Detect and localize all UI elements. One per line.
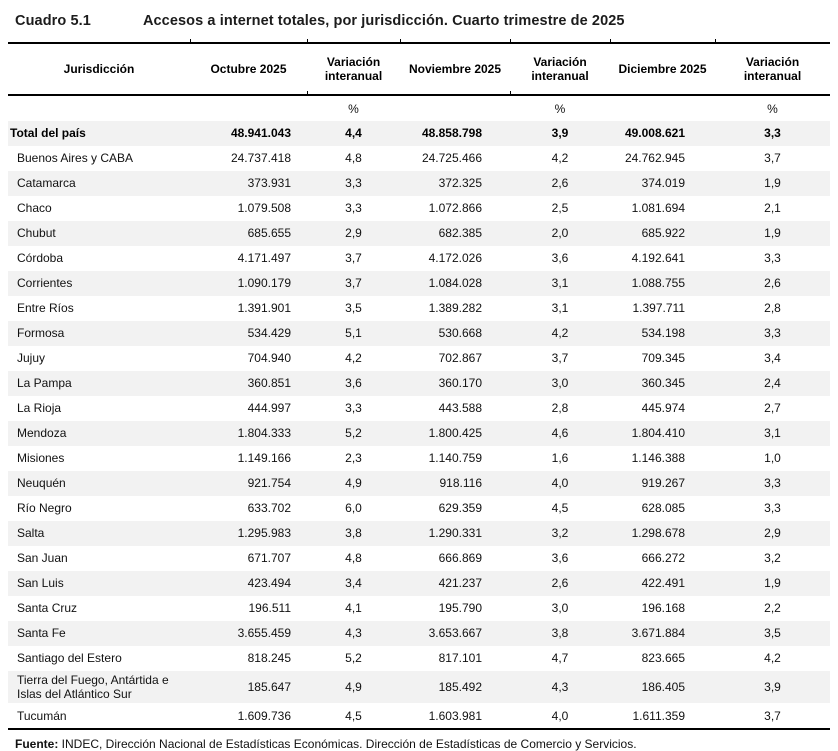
november-variation-cell: 3,1 [551, 276, 569, 291]
table-row [8, 196, 830, 221]
november-value-cell: 4.172.026 [428, 251, 482, 266]
jurisdiction-cell: Chaco [17, 201, 52, 216]
october-variation-cell: 3,3 [345, 176, 362, 191]
october-value-cell: 1.079.508 [237, 201, 291, 216]
december-value-cell: 49.008.621 [624, 126, 685, 141]
table-row [8, 471, 830, 496]
november-variation-cell: 3,1 [551, 301, 569, 316]
table-row [8, 321, 830, 346]
october-variation-cell: 4,4 [345, 126, 362, 141]
december-value-cell: 4.192.641 [631, 251, 685, 266]
november-variation-cell: 3,9 [551, 126, 569, 141]
october-variation-cell: 3,7 [345, 251, 362, 266]
december-variation-cell: 1,9 [764, 576, 781, 591]
rule-tick [190, 39, 191, 44]
december-variation-cell: 2,6 [764, 276, 781, 291]
november-variation-cell: 4,0 [551, 708, 569, 723]
table-row [8, 521, 830, 546]
november-variation-cell: 3,7 [551, 351, 569, 366]
unit-cell-empty [8, 95, 190, 121]
rule-tick [610, 39, 611, 44]
jurisdiction-cell: San Luis [17, 576, 64, 591]
column-header-diciembre: Diciembre 2025 [618, 61, 707, 76]
table-title-bar [0, 0, 838, 29]
december-value-cell: 196.168 [641, 601, 685, 616]
november-value-cell: 24.725.466 [421, 151, 482, 166]
december-value-cell: 3.671.884 [631, 626, 685, 641]
november-value-cell: 629.359 [438, 501, 482, 516]
november-variation-cell: 4,0 [551, 476, 569, 491]
jurisdiction-cell: Corrientes [17, 276, 73, 291]
jurisdiction-cell: Jujuy [17, 351, 46, 366]
table-row [8, 271, 830, 296]
december-value-cell: 709.345 [641, 351, 685, 366]
october-value-cell: 1.149.166 [237, 451, 291, 466]
table-row [8, 296, 830, 321]
october-variation-cell: 3,3 [345, 401, 362, 416]
column-header-variacion-1: Variación interanual [324, 54, 383, 83]
november-variation-cell: 4,7 [551, 651, 569, 666]
december-variation-cell: 2,7 [764, 401, 781, 416]
november-variation-cell: 4,2 [551, 326, 569, 341]
rule-tick [307, 91, 308, 96]
december-value-cell: 1.146.388 [631, 451, 685, 466]
jurisdiction-cell: Buenos Aires y CABA [17, 151, 134, 166]
table-title: Accesos a internet totales, por jurisdicción. Cuarto trimestre de 2025 [142, 13, 625, 29]
december-variation-cell: 3,4 [764, 351, 781, 366]
jurisdiction-cell: Mendoza [17, 426, 67, 441]
jurisdiction-cell: Entre Ríos [17, 301, 74, 316]
december-value-cell: 422.491 [641, 576, 685, 591]
november-variation-cell: 3,6 [551, 551, 569, 566]
october-value-cell: 685.655 [247, 226, 291, 241]
column-header-variacion-3: Variación interanual [743, 54, 802, 83]
october-value-cell: 3.655.459 [237, 626, 291, 641]
table-row [8, 221, 830, 246]
november-variation-cell: 2,8 [551, 401, 569, 416]
november-value-cell: 421.237 [438, 576, 482, 591]
december-value-cell: 360.345 [641, 376, 685, 391]
december-value-cell: 1.088.755 [631, 276, 685, 291]
column-header-variacion-2: Variación interanual [531, 54, 589, 83]
november-value-cell: 48.858.798 [421, 126, 482, 141]
table-row [8, 246, 830, 271]
november-value-cell: 1.800.425 [428, 426, 482, 441]
unit-row [8, 95, 830, 121]
november-value-cell: 1.084.028 [428, 276, 482, 291]
october-value-cell: 818.245 [247, 651, 291, 666]
december-variation-cell: 2,4 [764, 376, 781, 391]
october-variation-cell: 4,9 [345, 680, 362, 695]
rule-tick [400, 39, 401, 44]
table-row [8, 671, 830, 703]
jurisdiction-cell: Santa Fe [17, 626, 66, 641]
october-value-cell: 1.295.983 [237, 526, 291, 541]
october-value-cell: 1.609.736 [237, 708, 291, 723]
november-value-cell: 185.492 [438, 680, 482, 695]
october-value-cell: 423.494 [247, 576, 291, 591]
october-variation-cell: 5,2 [345, 426, 362, 441]
december-value-cell: 1.298.678 [631, 526, 685, 541]
rule-tick [715, 39, 716, 44]
october-value-cell: 1.090.179 [237, 276, 291, 291]
november-value-cell: 1.389.282 [428, 301, 482, 316]
december-variation-cell: 2,1 [764, 201, 781, 216]
jurisdiction-cell: Santiago del Estero [17, 651, 122, 666]
table-row [8, 596, 830, 621]
november-value-cell: 530.668 [438, 326, 482, 341]
december-variation-cell: 3,3 [764, 126, 781, 141]
november-variation-cell: 4,5 [551, 501, 569, 516]
table-row [8, 121, 830, 146]
november-variation-cell: 2,6 [551, 576, 569, 591]
october-value-cell: 185.647 [247, 680, 291, 695]
october-variation-cell: 3,8 [345, 526, 362, 541]
december-value-cell: 1.397.711 [632, 301, 685, 316]
rule-tick [510, 39, 511, 44]
jurisdiction-cell: Santa Cruz [17, 601, 78, 616]
december-variation-cell: 3,5 [764, 626, 781, 641]
october-variation-cell: 2,9 [345, 226, 362, 241]
october-variation-cell: 3,3 [345, 201, 362, 216]
october-value-cell: 921.754 [247, 476, 291, 491]
december-variation-cell: 3,3 [764, 476, 781, 491]
table-row [8, 571, 830, 596]
jurisdiction-cell: Tierra del Fuego, Antártida e Islas del Atlántico Sur [17, 673, 169, 702]
unit-cell-empty [190, 95, 307, 121]
source-text: INDEC, Dirección Nacional de Estadísticas Económicas. Dirección de Estadísticas de Comercio y Servicios. [58, 737, 637, 751]
december-variation-cell: 3,9 [764, 680, 781, 695]
november-variation-cell: 3,8 [551, 626, 569, 641]
december-variation-cell: 3,3 [764, 251, 781, 266]
december-value-cell: 534.198 [641, 326, 685, 341]
october-value-cell: 4.171.497 [237, 251, 291, 266]
table-body [8, 121, 830, 729]
october-value-cell: 196.511 [248, 601, 291, 616]
october-variation-cell: 4,2 [345, 351, 362, 366]
october-value-cell: 704.940 [247, 351, 291, 366]
december-value-cell: 823.665 [641, 651, 685, 666]
table-row [8, 446, 830, 471]
october-variation-cell: 4,5 [345, 708, 362, 723]
jurisdiction-cell: La Pampa [17, 376, 72, 391]
december-variation-cell: 3,7 [764, 151, 781, 166]
december-variation-cell: 1,0 [764, 451, 781, 466]
december-value-cell: 685.922 [641, 226, 685, 241]
jurisdiction-cell: Catamarca [17, 176, 76, 191]
november-variation-cell: 2,5 [551, 201, 569, 216]
table-number: Cuadro 5.1 [15, 13, 91, 29]
october-value-cell: 633.702 [247, 501, 291, 516]
december-value-cell: 1.081.694 [631, 201, 685, 216]
jurisdiction-cell: La Rioja [17, 401, 62, 416]
november-value-cell: 1.603.981 [428, 708, 482, 723]
november-variation-cell: 3,0 [551, 376, 569, 391]
october-variation-cell: 6,0 [345, 501, 362, 516]
table-row [8, 496, 830, 521]
november-value-cell: 1.140.759 [428, 451, 482, 466]
column-header-jurisdiccion: Jurisdicción [63, 61, 135, 76]
october-variation-cell: 3,5 [345, 301, 362, 316]
table-row [8, 371, 830, 396]
data-table [8, 42, 830, 730]
unit-percent-2: % [554, 101, 566, 116]
october-variation-cell: 3,7 [345, 276, 362, 291]
table-header [8, 43, 830, 121]
table-row [8, 703, 830, 729]
jurisdiction-cell: Formosa [17, 326, 65, 341]
unit-cell-empty [400, 95, 510, 121]
jurisdiction-cell: Salta [17, 526, 45, 541]
table-row [8, 396, 830, 421]
column-header-octubre: Octubre 2025 [210, 61, 287, 76]
november-variation-cell: 4,3 [551, 680, 569, 695]
table-row [8, 346, 830, 371]
december-value-cell: 919.267 [641, 476, 685, 491]
column-header-noviembre: Noviembre 2025 [408, 61, 502, 76]
table-row [8, 546, 830, 571]
jurisdiction-cell: Neuquén [17, 476, 66, 491]
jurisdiction-cell: Chubut [17, 226, 56, 241]
jurisdiction-cell: Río Negro [17, 501, 72, 516]
unit-cell-empty [610, 95, 715, 121]
november-value-cell: 1.072.866 [428, 201, 482, 216]
december-variation-cell: 2,8 [764, 301, 781, 316]
rule-tick [510, 91, 511, 96]
october-value-cell: 373.931 [247, 176, 291, 191]
december-value-cell: 1.804.410 [631, 426, 685, 441]
october-value-cell: 360.851 [247, 376, 291, 391]
november-value-cell: 195.790 [438, 601, 482, 616]
november-variation-cell: 3,2 [551, 526, 569, 541]
november-variation-cell: 2,0 [551, 226, 569, 241]
october-variation-cell: 4,9 [345, 476, 362, 491]
october-variation-cell: 5,2 [345, 651, 362, 666]
december-variation-cell: 1,9 [764, 176, 781, 191]
unit-percent-3: % [767, 101, 778, 116]
october-variation-cell: 4,1 [345, 601, 362, 616]
source-label: Fuente: [15, 737, 59, 751]
november-value-cell: 372.325 [438, 176, 482, 191]
december-value-cell: 374.019 [641, 176, 685, 191]
december-value-cell: 186.405 [641, 680, 685, 695]
november-value-cell: 918.116 [439, 476, 482, 491]
november-value-cell: 360.170 [438, 376, 482, 391]
rule-tick [307, 39, 308, 44]
december-variation-cell: 3,3 [764, 326, 781, 341]
october-value-cell: 48.941.043 [230, 126, 291, 141]
data-table-container [8, 42, 830, 730]
october-value-cell: 444.997 [247, 401, 291, 416]
december-variation-cell: 1,9 [764, 226, 781, 241]
november-variation-cell: 3,0 [551, 601, 569, 616]
table-row [8, 621, 830, 646]
jurisdiction-cell: San Juan [17, 551, 68, 566]
table-row [8, 421, 830, 446]
december-value-cell: 628.085 [641, 501, 685, 516]
november-value-cell: 1.290.331 [428, 526, 482, 541]
december-variation-cell: 2,9 [764, 526, 781, 541]
november-value-cell: 443.588 [438, 401, 482, 416]
december-value-cell: 445.974 [641, 401, 685, 416]
unit-percent-1: % [348, 101, 359, 116]
november-variation-cell: 4,6 [551, 426, 569, 441]
december-variation-cell: 3,2 [764, 551, 781, 566]
december-value-cell: 666.272 [641, 551, 685, 566]
table-row [8, 146, 830, 171]
october-value-cell: 24.737.418 [230, 151, 291, 166]
november-value-cell: 3.653.667 [428, 626, 482, 641]
november-variation-cell: 4,2 [551, 151, 569, 166]
october-value-cell: 671.707 [247, 551, 291, 566]
source-note [15, 737, 838, 751]
october-variation-cell: 2,3 [345, 451, 362, 466]
december-variation-cell: 3,3 [764, 501, 781, 516]
jurisdiction-cell: Misiones [17, 451, 65, 466]
december-value-cell: 1.611.359 [632, 708, 685, 723]
november-variation-cell: 3,6 [551, 251, 569, 266]
november-value-cell: 702.867 [438, 351, 482, 366]
november-value-cell: 682.385 [438, 226, 482, 241]
december-variation-cell: 2,2 [764, 601, 781, 616]
december-variation-cell: 3,1 [764, 426, 781, 441]
november-value-cell: 817.101 [438, 651, 482, 666]
october-variation-cell: 3,6 [345, 376, 362, 391]
november-variation-cell: 2,6 [551, 176, 569, 191]
header-row [8, 43, 830, 95]
october-variation-cell: 3,4 [345, 576, 362, 591]
october-variation-cell: 4,3 [345, 626, 362, 641]
october-value-cell: 1.391.901 [237, 301, 291, 316]
table-row [8, 171, 830, 196]
table-row [8, 646, 830, 671]
november-variation-cell: 1,6 [551, 451, 569, 466]
jurisdiction-cell: Total del país [10, 126, 86, 141]
october-variation-cell: 4,8 [345, 151, 362, 166]
december-value-cell: 24.762.945 [624, 151, 685, 166]
november-value-cell: 666.869 [438, 551, 482, 566]
october-variation-cell: 4,8 [345, 551, 362, 566]
jurisdiction-cell: Córdoba [17, 251, 64, 266]
october-value-cell: 1.804.333 [237, 426, 291, 441]
october-variation-cell: 5,1 [345, 326, 362, 341]
october-value-cell: 534.429 [247, 326, 291, 341]
jurisdiction-cell: Tucumán [17, 708, 67, 723]
december-variation-cell: 3,7 [764, 708, 781, 723]
december-variation-cell: 4,2 [764, 651, 781, 666]
